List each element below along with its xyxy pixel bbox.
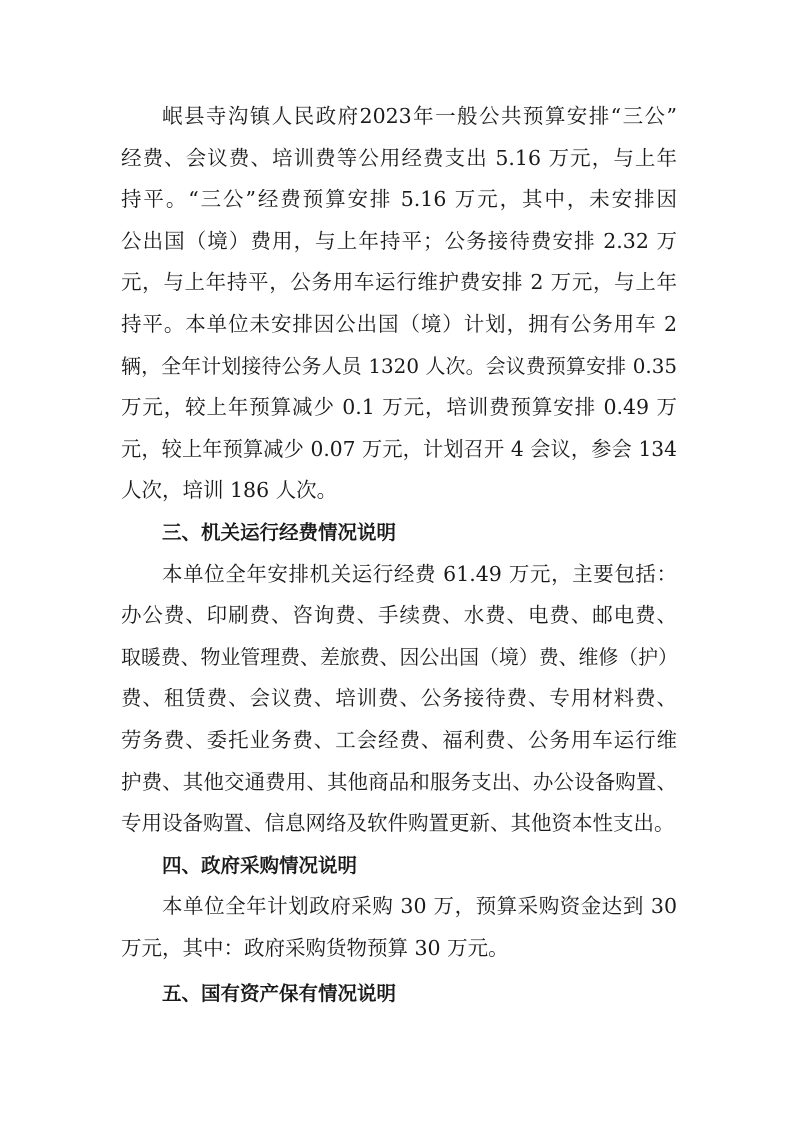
text-line: 护费、其他交通费用、其他商品和服务支出、办公设备购置、	[121, 769, 677, 794]
text-line: 本单位全年安排机关运行经费 61.49 万元，主要包括：	[162, 561, 677, 586]
text-line: 取暖费、物业管理费、差旅费、因公出国（境）费、维修（护）	[121, 645, 678, 669]
text-line: 持平。本单位未安排因公出国（境）计划，拥有公务用车 2	[121, 311, 677, 336]
text-line: 元，与上年持平，公务用车运行维护费安排 2 万元，与上年	[121, 270, 677, 295]
text-line: 持平。“三公”经费预算安排 5.16 万元，其中，未安排因	[121, 187, 677, 212]
text-line: 劳务费、委托业务费、工会经费、福利费、公务用车运行维	[121, 727, 677, 752]
text-line: 人次，培训 186 人次。	[121, 478, 338, 503]
text-line: 费、租赁费、会议费、培训费、公务接待费、专用材料费、	[121, 686, 677, 711]
text-line: 辆，全年计划接待公务人员 1320 人次。会议费预算安排 0.35	[121, 354, 677, 378]
text-line: 万元，其中：政府采购货物预算 30 万元。	[121, 935, 509, 960]
text-line: 经费、会议费、培训费等公用经费支出 5.16 万元，与上年	[121, 145, 677, 170]
text-line: 万元，较上年预算减少 0.1 万元，培训费预算安排 0.49 万	[121, 395, 677, 420]
paragraph-operating-expenses	[121, 554, 677, 845]
text-line: 公出国（境）费用，与上年持平；公务接待费安排 2.32 万	[121, 228, 677, 253]
text-line: 本单位全年计划政府采购 30 万，预算采购资金达到 30	[162, 894, 677, 919]
document-body	[121, 96, 677, 1015]
section-heading-operating-expenses: 三、机关运行经费情况说明	[162, 520, 397, 544]
text-line: 岷县寺沟镇人民政府2023年一般公共预算安排“三公”	[162, 104, 677, 128]
paragraph-three-public-expenses	[121, 96, 677, 512]
section-heading-procurement: 四、政府采购情况说明	[162, 853, 358, 877]
text-line: 元，较上年预算减少 0.07 万元，计划召开 4 会议，参会 134	[121, 436, 677, 461]
text-line: 办公费、印刷费、咨询费、手续费、水费、电费、邮电费、	[121, 603, 677, 628]
text-line: 专用设备购置、信息网络及软件购置更新、其他资本性支出。	[121, 811, 675, 836]
section-heading-state-assets: 五、国有资产保有情况说明	[162, 982, 397, 1006]
paragraph-procurement	[121, 886, 677, 969]
